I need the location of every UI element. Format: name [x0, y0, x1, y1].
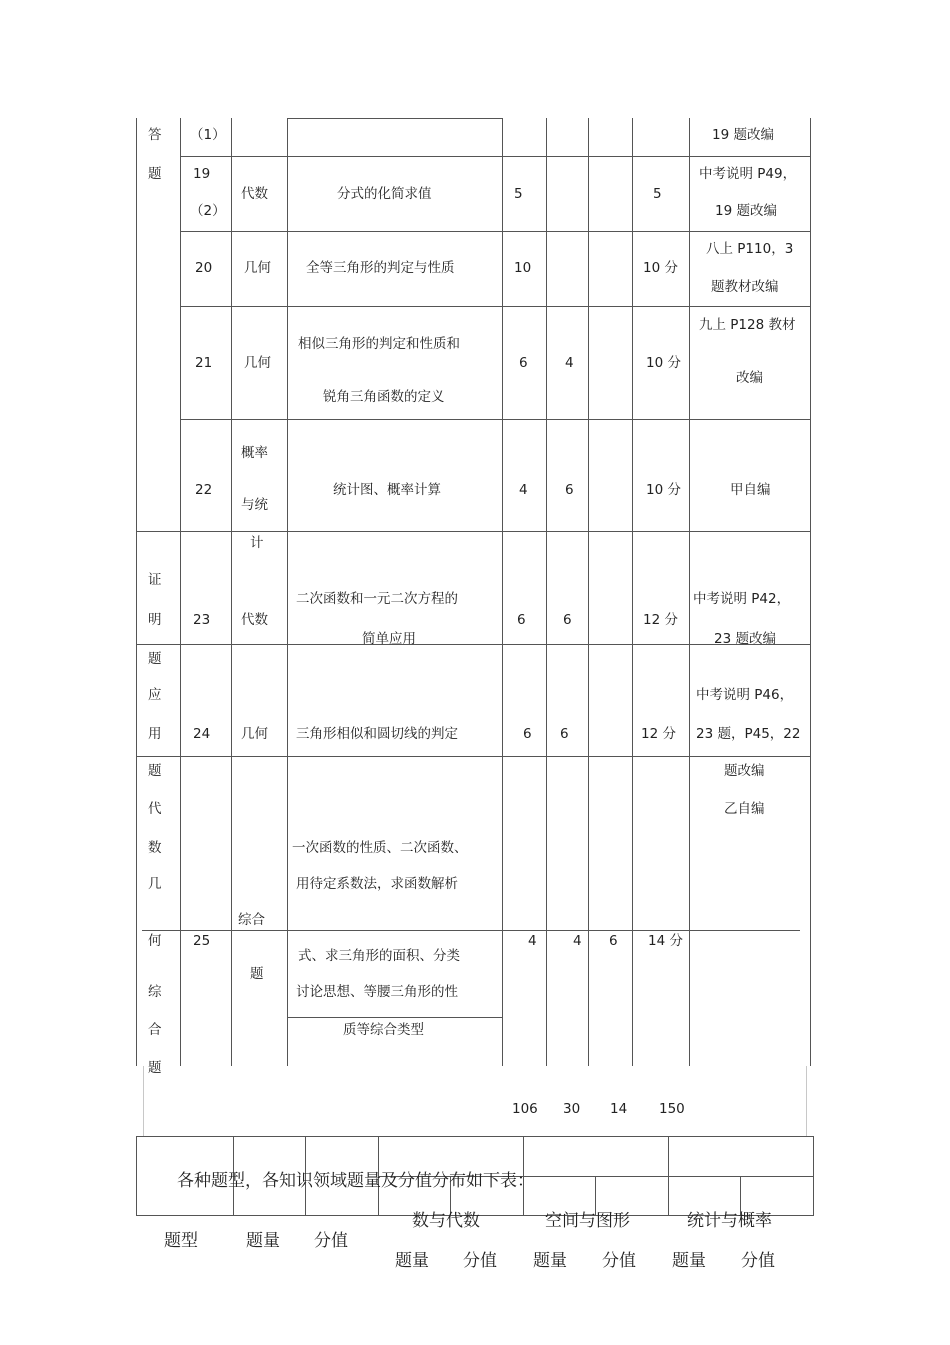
grid-line — [143, 1066, 144, 1136]
grid-line — [287, 118, 502, 119]
content-text: 三角形相似和圆切线的判定 — [296, 726, 458, 742]
grid-line — [502, 118, 503, 1066]
knowledge-domain: 几何 — [244, 260, 271, 276]
content-text: 简单应用 — [362, 631, 416, 647]
value-cell: 4 — [528, 933, 537, 949]
question-number: 23 — [193, 612, 211, 628]
value-cell: 6 — [563, 612, 572, 628]
value-cell: 6 — [609, 933, 618, 949]
source-note: 八上 P110，3 — [706, 241, 794, 257]
grid-line — [136, 644, 810, 645]
question-number: （1） — [190, 127, 226, 143]
value-cell: 4 — [565, 355, 574, 371]
question-number: 20 — [195, 260, 213, 276]
grid-line — [136, 1136, 814, 1137]
knowledge-domain: 与统 — [241, 497, 268, 513]
type-char: 题 — [148, 166, 162, 182]
grid-line — [546, 118, 547, 1066]
grid-line — [136, 531, 810, 532]
content-text: 锐角三角函数的定义 — [323, 389, 445, 405]
header-sub: 题量 — [533, 1251, 567, 1271]
type-char: 数 — [148, 840, 162, 856]
header-sub: 题量 — [672, 1251, 706, 1271]
grid-line — [180, 419, 810, 420]
knowledge-domain: 计 — [250, 535, 264, 551]
grid-line — [136, 1136, 137, 1216]
grid-line — [142, 930, 800, 931]
type-char: 题 — [148, 763, 162, 779]
grid-line — [632, 118, 633, 1066]
grid-line — [595, 1176, 596, 1216]
source-note: 中考说明 P46， — [696, 687, 794, 703]
header-sub: 分值 — [602, 1251, 636, 1271]
source-note: 23 题，P45，22 — [696, 726, 801, 742]
value-cell: 6 — [523, 726, 532, 742]
source-note: 19 题改编 — [712, 127, 774, 143]
grid-line — [806, 1066, 807, 1136]
type-char: 题 — [148, 651, 162, 667]
header-domain: 空间与图形 — [545, 1211, 630, 1231]
source-note: 改编 — [736, 370, 763, 386]
total-score: 12 分 — [643, 612, 678, 628]
source-note: 19 题改编 — [715, 203, 777, 219]
content-text: 全等三角形的判定与性质 — [306, 260, 455, 276]
grid-line — [180, 231, 810, 232]
question-number: （2） — [190, 203, 226, 219]
header-sub: 分值 — [741, 1251, 775, 1271]
value-cell: 6 — [519, 355, 528, 371]
header-sub: 题量 — [395, 1251, 429, 1271]
header-count: 题量 — [246, 1231, 280, 1251]
grid-line — [668, 1136, 669, 1216]
source-note: 甲自编 — [730, 482, 771, 498]
source-note: 乙自编 — [724, 801, 765, 817]
caption: 各种题型，各知识领域题量及分值分布如下表： — [177, 1171, 534, 1191]
total-value: 106 — [512, 1101, 538, 1117]
header-sub: 分值 — [463, 1251, 497, 1271]
type-char: 答 — [148, 127, 162, 143]
knowledge-domain: 题 — [250, 966, 264, 982]
source-note: 题教材改编 — [711, 279, 779, 295]
content-text: 质等综合类型 — [343, 1022, 424, 1038]
content-text: 一次函数的性质、二次函数、 — [292, 840, 468, 856]
type-char: 明 — [148, 612, 162, 628]
knowledge-domain: 代数 — [241, 612, 268, 628]
knowledge-domain: 综合 — [238, 912, 265, 928]
grid-line — [287, 118, 288, 1066]
source-note: 九上 P128 教材 — [699, 317, 796, 333]
type-char: 综 — [148, 984, 162, 1000]
question-number: 25 — [193, 933, 211, 949]
type-char: 几 — [148, 876, 162, 892]
knowledge-domain: 几何 — [241, 726, 268, 742]
value-cell: 4 — [519, 482, 528, 498]
type-char: 证 — [148, 572, 162, 588]
total-score: 5 — [653, 186, 662, 202]
value-cell: 6 — [565, 482, 574, 498]
type-char: 用 — [148, 726, 162, 742]
grid-line — [689, 118, 690, 1066]
grid-line — [813, 1136, 814, 1216]
header-type: 题型 — [164, 1231, 198, 1251]
question-number: 24 — [193, 726, 211, 742]
total-score: 10 分 — [646, 355, 681, 371]
content-text: 相似三角形的判定和性质和 — [298, 336, 460, 352]
total-score: 10 分 — [643, 260, 678, 276]
value-cell: 4 — [573, 933, 582, 949]
question-number: 22 — [195, 482, 213, 498]
table-border-right — [810, 118, 811, 1066]
question-number: 19 — [193, 166, 211, 182]
grid-line — [180, 306, 810, 307]
content-text: 式、求三角形的面积、分类 — [298, 948, 460, 964]
total-score: 12 分 — [641, 726, 676, 742]
total-value: 150 — [659, 1101, 685, 1117]
grid-line — [180, 156, 810, 157]
type-char: 合 — [148, 1022, 162, 1038]
total-value: 30 — [563, 1101, 581, 1117]
grid-line — [287, 1017, 502, 1018]
table-border-left — [136, 118, 137, 1066]
question-number: 21 — [195, 355, 213, 371]
content-text: 统计图、概率计算 — [333, 482, 441, 498]
total-value: 14 — [610, 1101, 628, 1117]
source-note: 中考说明 P49， — [699, 166, 797, 182]
value-cell: 6 — [560, 726, 569, 742]
total-score: 14 分 — [648, 933, 683, 949]
total-score: 10 分 — [646, 482, 681, 498]
grid-line — [180, 118, 181, 1066]
grid-line — [231, 118, 232, 1066]
knowledge-domain: 概率 — [241, 445, 268, 461]
grid-line — [136, 756, 810, 757]
source-note: 题改编 — [724, 763, 765, 779]
content-text: 讨论思想、等腰三角形的性 — [296, 984, 458, 1000]
header-domain: 统计与概率 — [687, 1211, 772, 1231]
knowledge-domain: 代数 — [241, 186, 268, 202]
source-note: 中考说明 P42， — [693, 591, 791, 607]
value-cell: 6 — [517, 612, 526, 628]
grid-line — [588, 118, 589, 1066]
source-note: 23 题改编 — [714, 631, 776, 647]
type-char: 应 — [148, 687, 162, 703]
type-char: 代 — [148, 801, 162, 817]
content-text: 二次函数和一元二次方程的 — [296, 591, 458, 607]
value-cell: 10 — [514, 260, 532, 276]
grid-line — [740, 1176, 741, 1216]
header-domain: 数与代数 — [412, 1211, 480, 1231]
type-char: 题 — [148, 1060, 162, 1076]
value-cell: 5 — [514, 186, 523, 202]
type-char: 何 — [148, 933, 162, 949]
content-text: 用待定系数法，求函数解析 — [296, 876, 458, 892]
content-text: 分式的化简求值 — [337, 186, 432, 202]
knowledge-domain: 几何 — [244, 355, 271, 371]
header-score: 分值 — [314, 1231, 348, 1251]
